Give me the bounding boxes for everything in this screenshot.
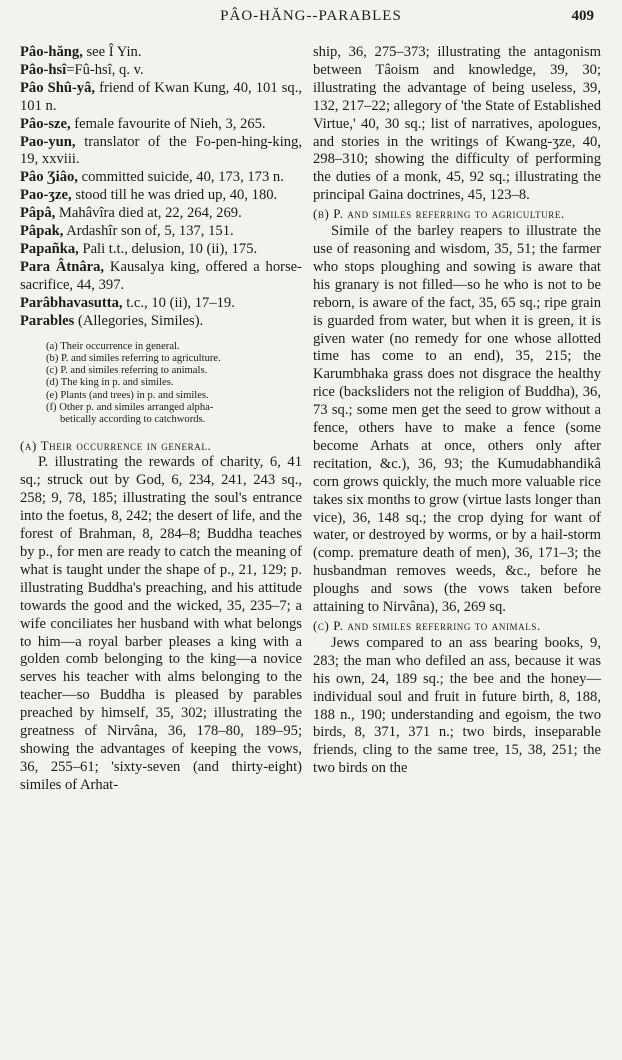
index-entry [20,205,302,223]
legend-item: (b) P. and similes referring to agriculture. [46,352,221,364]
legend-item: betically according to catchwords. [60,414,206,426]
entry-text: Mahâvîra died at, 22, 264, 269. [55,205,242,222]
section-legend [46,341,302,427]
entry-headword: Pâo-hsî [20,61,67,78]
section-c-text: Jews compared to an ass bearing books, 9, 283; the man who defiled an ass, because it was his own, 24, 189 sq.; the bee and the honey—individual soul and fruit in future birth, 8, 188, 188 n., 190; understanding and egoism, the two birds, 8, 371, 371 n.; two birds, inseparable friends, cling to the same tree, 15, 38, 251; the two birds on the [313,634,601,777]
right-column [313,44,601,778]
entry-headword: Pâo-sze, [20,115,71,132]
continuation-text: ship, 36, 275–373; illustrating the antagonism between Tâoism and knowledge, 39, 30; illustrating the advantage of being useless, 39, 132, 217–22; allegory of 'the State of Established Virtue,' 40, 30 sq.; list of narratives, apologues, and stories in the writings of Kwang-ʒze, 40, 298–310; showing the difficulty of performing the duties of a monk, 45, 92 sq.; illustrating the principal Gaina doctrines, 45, 123–8. [313,44,601,204]
entry-text: translator of the Fo-pen-hing-king, 19, xxviii. [20,133,302,168]
index-entry [20,187,302,205]
entry-text: (Allegories, Similes). [74,312,204,329]
entry-text: Ardashîr son of, 5, 137, 151. [63,223,234,240]
entry-headword: Para Âtnâra, [20,258,105,275]
page-number: 409 [571,8,594,24]
running-title: PÂO-HĂNG--PARABLES [220,8,402,24]
index-entry [20,134,302,170]
entry-text: Kausalya king, offered a horse-sacrifice, 44, 397. [20,258,303,293]
section-a-text: P. illustrating the rewards of charity, 6, 41 sq.; struck out by God, 6, 234, 241, 243 sq., 258; 9, 78, 185; illustrating the soul's entrance into the foetus, 8, 242; the desert of life, and the forest of Brahman, 8, 284–8; Buddha teaches by p., for men are ready to catch the meaning of what is taught under the shape of p., 21, 129; p. illustrating Buddha's preaching, and his attitude towards the good and the wicked, 35, 235–7; a wife conciliates her husband with what belongs to him—a royal barber pleases a king with a golden comb belonging to the king—a novice serves his teacher with alms belonging to the teacher—so Buddha is pleased by parables preached by himself, 35, 302; illustrating the greatness of Nirvâna, 36, 178–80, 189–95; showing the advantages of keeping the vows, 36, 255–61; 'sixty-seven (and thirty-eight) similes of Arhat- [20,454,302,793]
entry-headword: Pâpak, [20,223,64,240]
section-a-heading: (a) Their occurrence in general. [20,437,212,453]
legend-item: (f) Other p. and similes arranged alpha- [46,401,214,413]
entry-headword: Pao-yun, [20,133,76,150]
index-entry [20,259,302,295]
entry-text: stood till he was dried up, 40, 180. [71,187,278,204]
index-entry [20,295,302,313]
entry-headword: Papañka, [20,240,79,257]
entry-headword: Pâo Ʒiâo, [20,169,78,186]
entry-text: female favourite of Nieh, 3, 265. [70,115,266,132]
section-b-text: Simile of the barley reapers to illustrate the use of reasoning and wisdom, 35, 51; the farmer who stops ploughing and sowing is aware that his granary is not filled—so he who is not to be reborn, is aware of the fact, 35, 65 sq.; ripe grain is guarded from water, but when it is green, it is given water (no remedy for one whose allotted time has come to an end), 35, 215; the Karumbhaka grass does not disgrace the healthy rice (backsliders not the religion of Buddha), 36, 73 sq.; some men get the seed to grow without a fence, others have to make a fence (some become Arhats at once, others only after recitation, &c.), 36, 93; the Kumudabhandikâ corn grows quickly, the much more valuable rice takes six months to grow (virtue lasts longer than vice), 36, 148 sq.; the crop dying for want of water, or destroyed by worms, or by a hail-storm (comp. premature death of men), 36, 171–3; the husbandman removes weeds, &c., before he ploughs and sows (the vows taken before attaining to Nirvâna), 36, 269 sq. [313,223,601,616]
entry-text: friend of Kwan Kung, 40, 101 sq., 101 n. [20,79,302,114]
section-c-heading: (c) P. and similes referring to animals. [313,618,541,633]
index-entry [20,313,302,331]
entry-text: t.c., 10 (ii), 17–19. [122,294,235,311]
index-entry [20,169,302,187]
index-entry [20,62,302,80]
legend-item: (e) Plants (and trees) in p. and similes. [46,389,209,401]
index-entry [20,241,302,259]
index-entry [20,116,302,134]
entry-text: Pali t.t., delusion, 10 (ii), 175. [78,240,258,257]
index-entry [20,44,302,62]
entry-text: committed suicide, 40, 173, 173 n. [77,169,284,186]
page-header [0,8,622,30]
section-b-heading: (b) P. and similes referring to agriculture. [313,206,565,222]
legend-item: (a) Their occurrence in general. [46,340,180,352]
left-column [20,44,302,795]
entry-headword: Pâo-hăng, [20,44,83,60]
index-entry [20,80,302,116]
entry-headword: Parâbhavasutta, [20,294,123,311]
entry-headword: Pâo Shû-yâ, [20,79,96,96]
entry-headword: Pâpâ, [20,205,56,222]
entry-text: =Fû-hsî, q. v. [66,61,144,78]
legend-item: (d) The king in p. and similes. [46,377,174,389]
entry-text: see Î Yin. [82,44,142,60]
entry-headword: Parables [20,312,75,329]
legend-item: (c) P. and similes referring to animals. [46,365,208,377]
entry-headword: Pao-ʒze, [20,187,72,204]
index-entry [20,223,302,241]
